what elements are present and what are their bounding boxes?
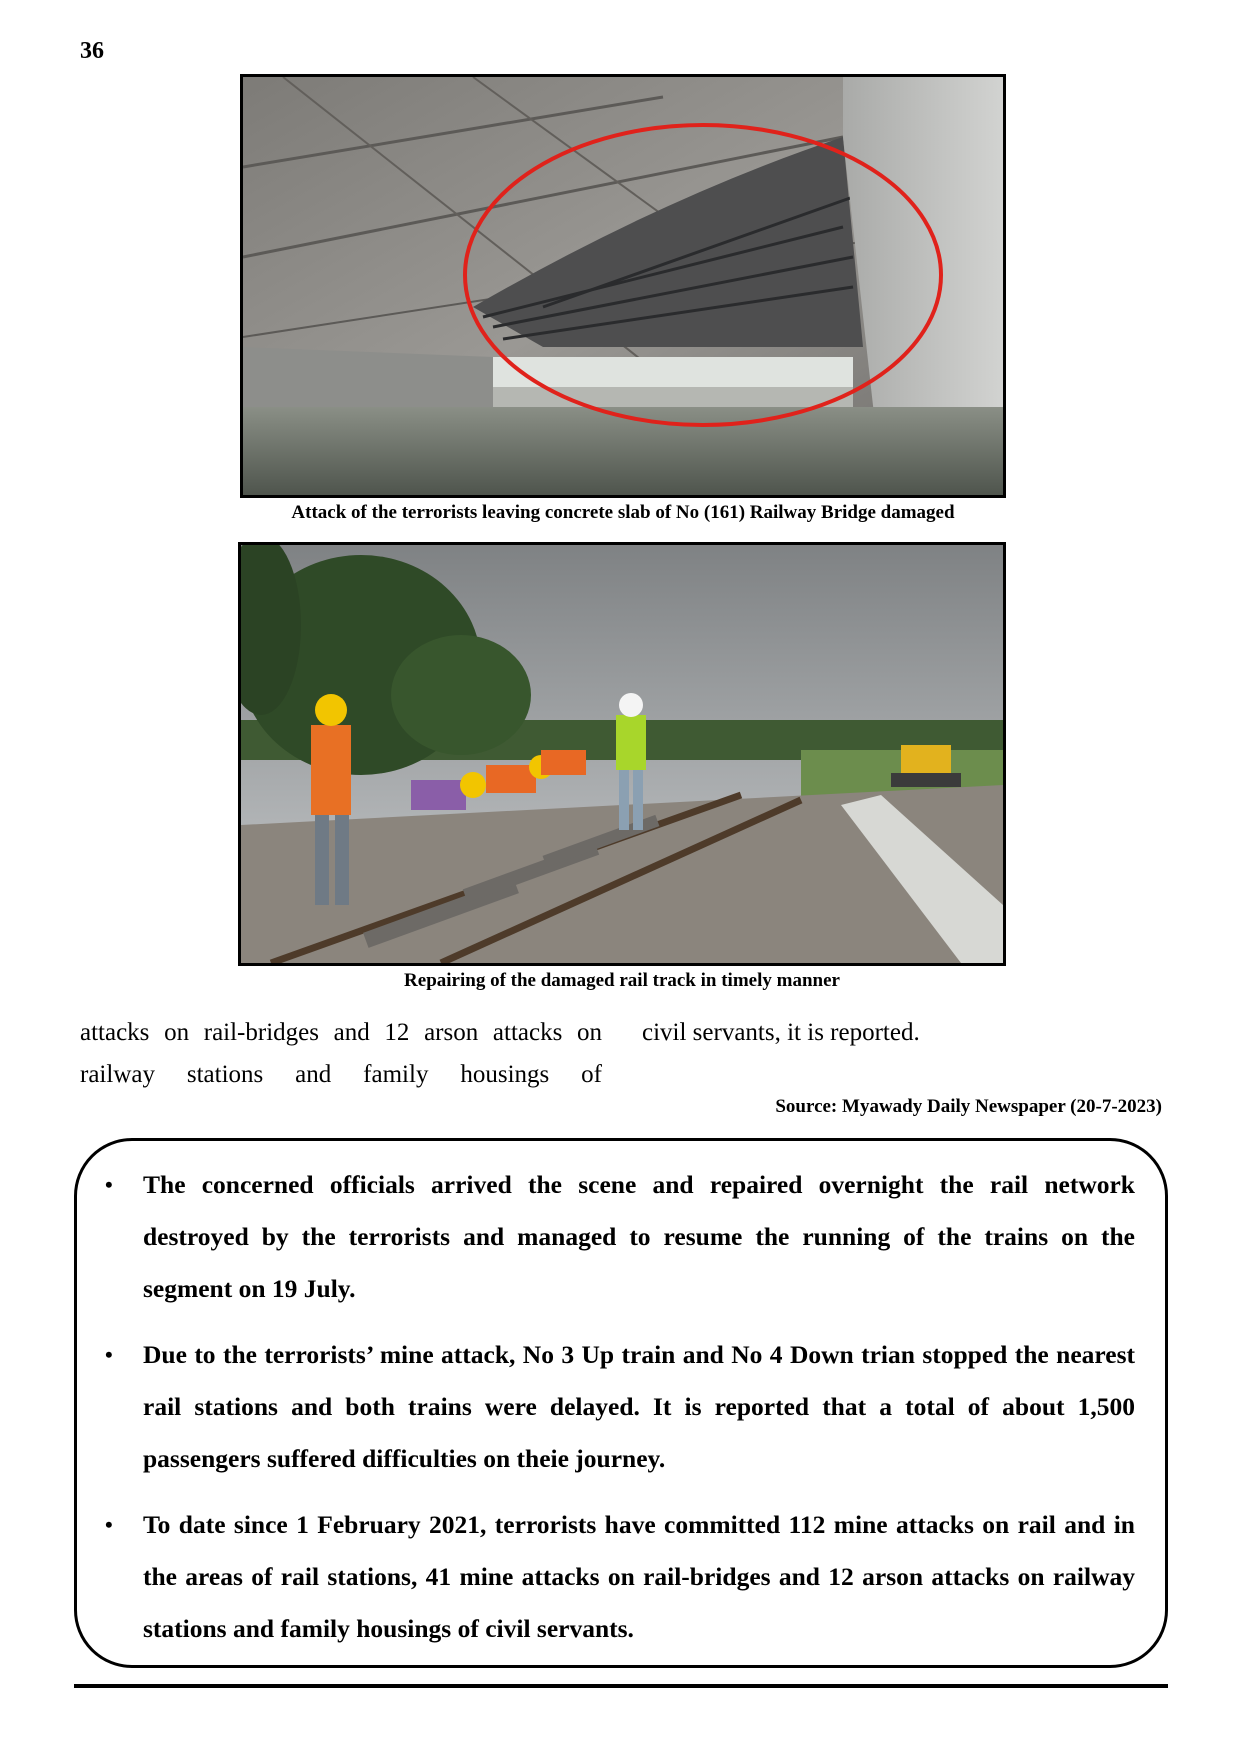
- track-photo-caption: Repairing of the damaged rail track in timely manner: [404, 970, 840, 991]
- summary-item: [77, 1329, 1165, 1485]
- article-left-column: attacks on rail-bridges and 12 arson attacks on railway stations and family housings of: [80, 1019, 602, 1088]
- summary-box: [74, 1138, 1168, 1668]
- bridge-photo-caption: Attack of the terrorists leaving concrete slab of No (161) Railway Bridge damaged: [291, 502, 955, 523]
- summary-item: [77, 1159, 1165, 1315]
- bullet-icon: •: [105, 1512, 113, 1537]
- bottom-rule: [74, 1684, 1168, 1688]
- summary-item-text: The concerned officials arrived the scene and repaired overnight the rail network destroyed by the terrorists and managed to resume the running of the trains on the segment on 19 July.: [143, 1170, 1135, 1303]
- summary-item-text: Due to the terrorists’ mine attack, No 3 Up train and No 4 Down trian stopped the nearest rail stations and both trains were delayed. It is reported that a total of about 1,500 passengers suffered difficulties on theie journey.: [143, 1340, 1135, 1473]
- source-citation: Source: Myawady Daily Newspaper (20-7-2023): [775, 1096, 1162, 1117]
- summary-item: [77, 1499, 1165, 1655]
- bullet-icon: •: [105, 1342, 113, 1367]
- summary-item-text: To date since 1 February 2021, terrorists have committed 112 mine attacks on rail and in the areas of rail stations, 41 mine attacks on rail-bridges and 12 arson attacks on railway stations and family housings of civil servants.: [143, 1510, 1135, 1643]
- track-repair-photo: [238, 542, 1006, 966]
- page-number: 36: [80, 38, 104, 64]
- summary-list: [77, 1159, 1165, 1669]
- bullet-icon: •: [105, 1172, 113, 1197]
- bridge-damage-photo: [240, 74, 1006, 498]
- article-right-column: civil servants, it is reported.: [642, 1019, 920, 1046]
